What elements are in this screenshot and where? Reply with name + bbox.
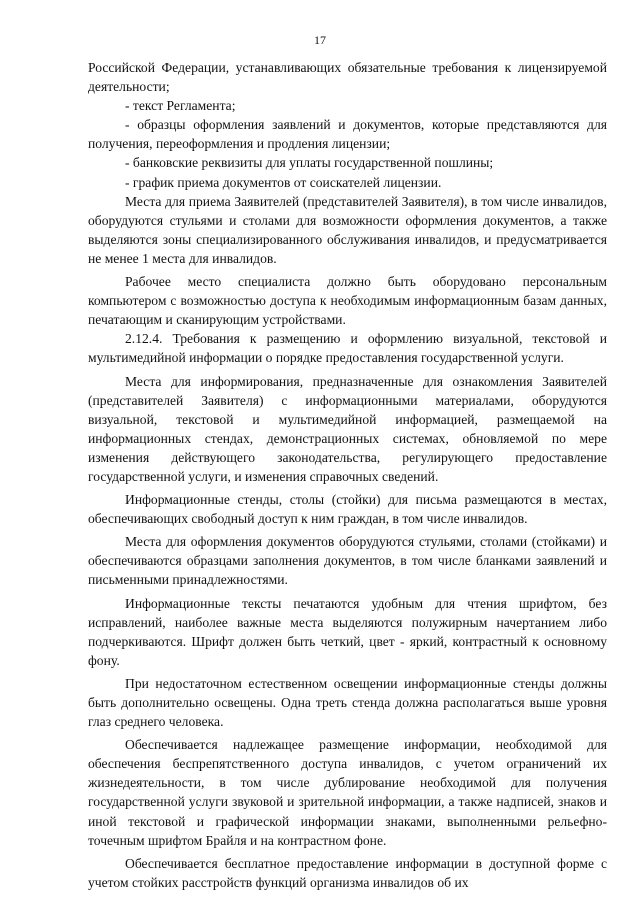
paragraph: Места для информирования, предназначенные для ознакомления Заявителей (представителей Заявителя) с информационными материалами, оборудуются визуальной, текстовой и мультимедийной информацией, размещаемой на информационных стендах, демонстрационных системах, обновляемой по мере изменения действующего законодательства, регулирующего предоставление государственной услуги, и изменения справочных сведений. bbox=[88, 373, 607, 484]
paragraph: При недостаточном естественном освещении информационные стенды должны быть дополнительно освещены. Одна треть стенда должна располагаться выше уровня глаз среднего человека. bbox=[88, 675, 607, 730]
paragraph: - текст Регламента; bbox=[125, 98, 236, 114]
page-number: 17 bbox=[314, 33, 326, 47]
paragraph: Места для оформления документов оборудуются стульями, столами (стойками) и обеспечиваются образцами заполнения документов, в том числе бланками заявлений и письменными принадлежностями. bbox=[88, 534, 607, 588]
paragraph: Обеспечивается бесплатное предоставление информации в доступной форме с учетом стойких расстройств функций организма инвалидов об их bbox=[88, 855, 607, 890]
paragraph: Обеспечивается надлежащее размещение информации, необходимой для обеспечения беспрепятственного доступа инвалидов, с учетом ограничений их жизнедеятельности, в том числе дублирование необходимой для получения государственной услуги звуковой и зрительной информации, а также надписей, знаков и иной текстовой и графической информации знаками, выполненными рельефно-точечным шрифтом Брайля и на контрастном фоне. bbox=[88, 737, 607, 848]
paragraph: - банковские реквизиты для уплаты государственной пошлины; bbox=[125, 155, 494, 171]
paragraph: Информационные тексты печатаются удобным для чтения шрифтом, без исправлений, наиболее важные места выделяются полужирным начертанием либо подчеркиваются. Шрифт должен быть четкий, цвет - яркий, контрастный к основному фону. bbox=[88, 595, 607, 668]
paragraph: - график приема документов от соискателей лицензии. bbox=[125, 174, 442, 190]
paragraph: Рабочее место специалиста должно быть оборудовано персональным компьютером с возможностью доступа к необходимым информационным базам данных, печатающим и сканирующим устройствами. bbox=[88, 274, 607, 328]
paragraph: Места для приема Заявителей (представителей Заявителя), в том числе инвалидов, оборудуются стульями и столами для возможности оформления документов, а также выделяются зоны специализированного обслуживания инвалидов, и предусматривается не менее 1 места для инвалидов. bbox=[88, 193, 607, 266]
paragraph: Российской Федерации, устанавливающих обязательные требования к лицензируемой деятельности; bbox=[88, 60, 607, 95]
paragraph: - образцы оформления заявлений и документов, которые представляются для получения, переоформления и продления лицензии; bbox=[88, 117, 607, 152]
paragraph: 2.12.4. Требования к размещению и оформлению визуальной, текстовой и мультимедийной информации о порядке предоставления государственной услуги. bbox=[88, 331, 607, 366]
document-body bbox=[88, 58, 607, 892]
paragraph: Информационные стенды, столы (стойки) для письма размещаются в местах, обеспечивающих свободный доступ к ним граждан, в том числе инвалидов. bbox=[88, 492, 607, 527]
